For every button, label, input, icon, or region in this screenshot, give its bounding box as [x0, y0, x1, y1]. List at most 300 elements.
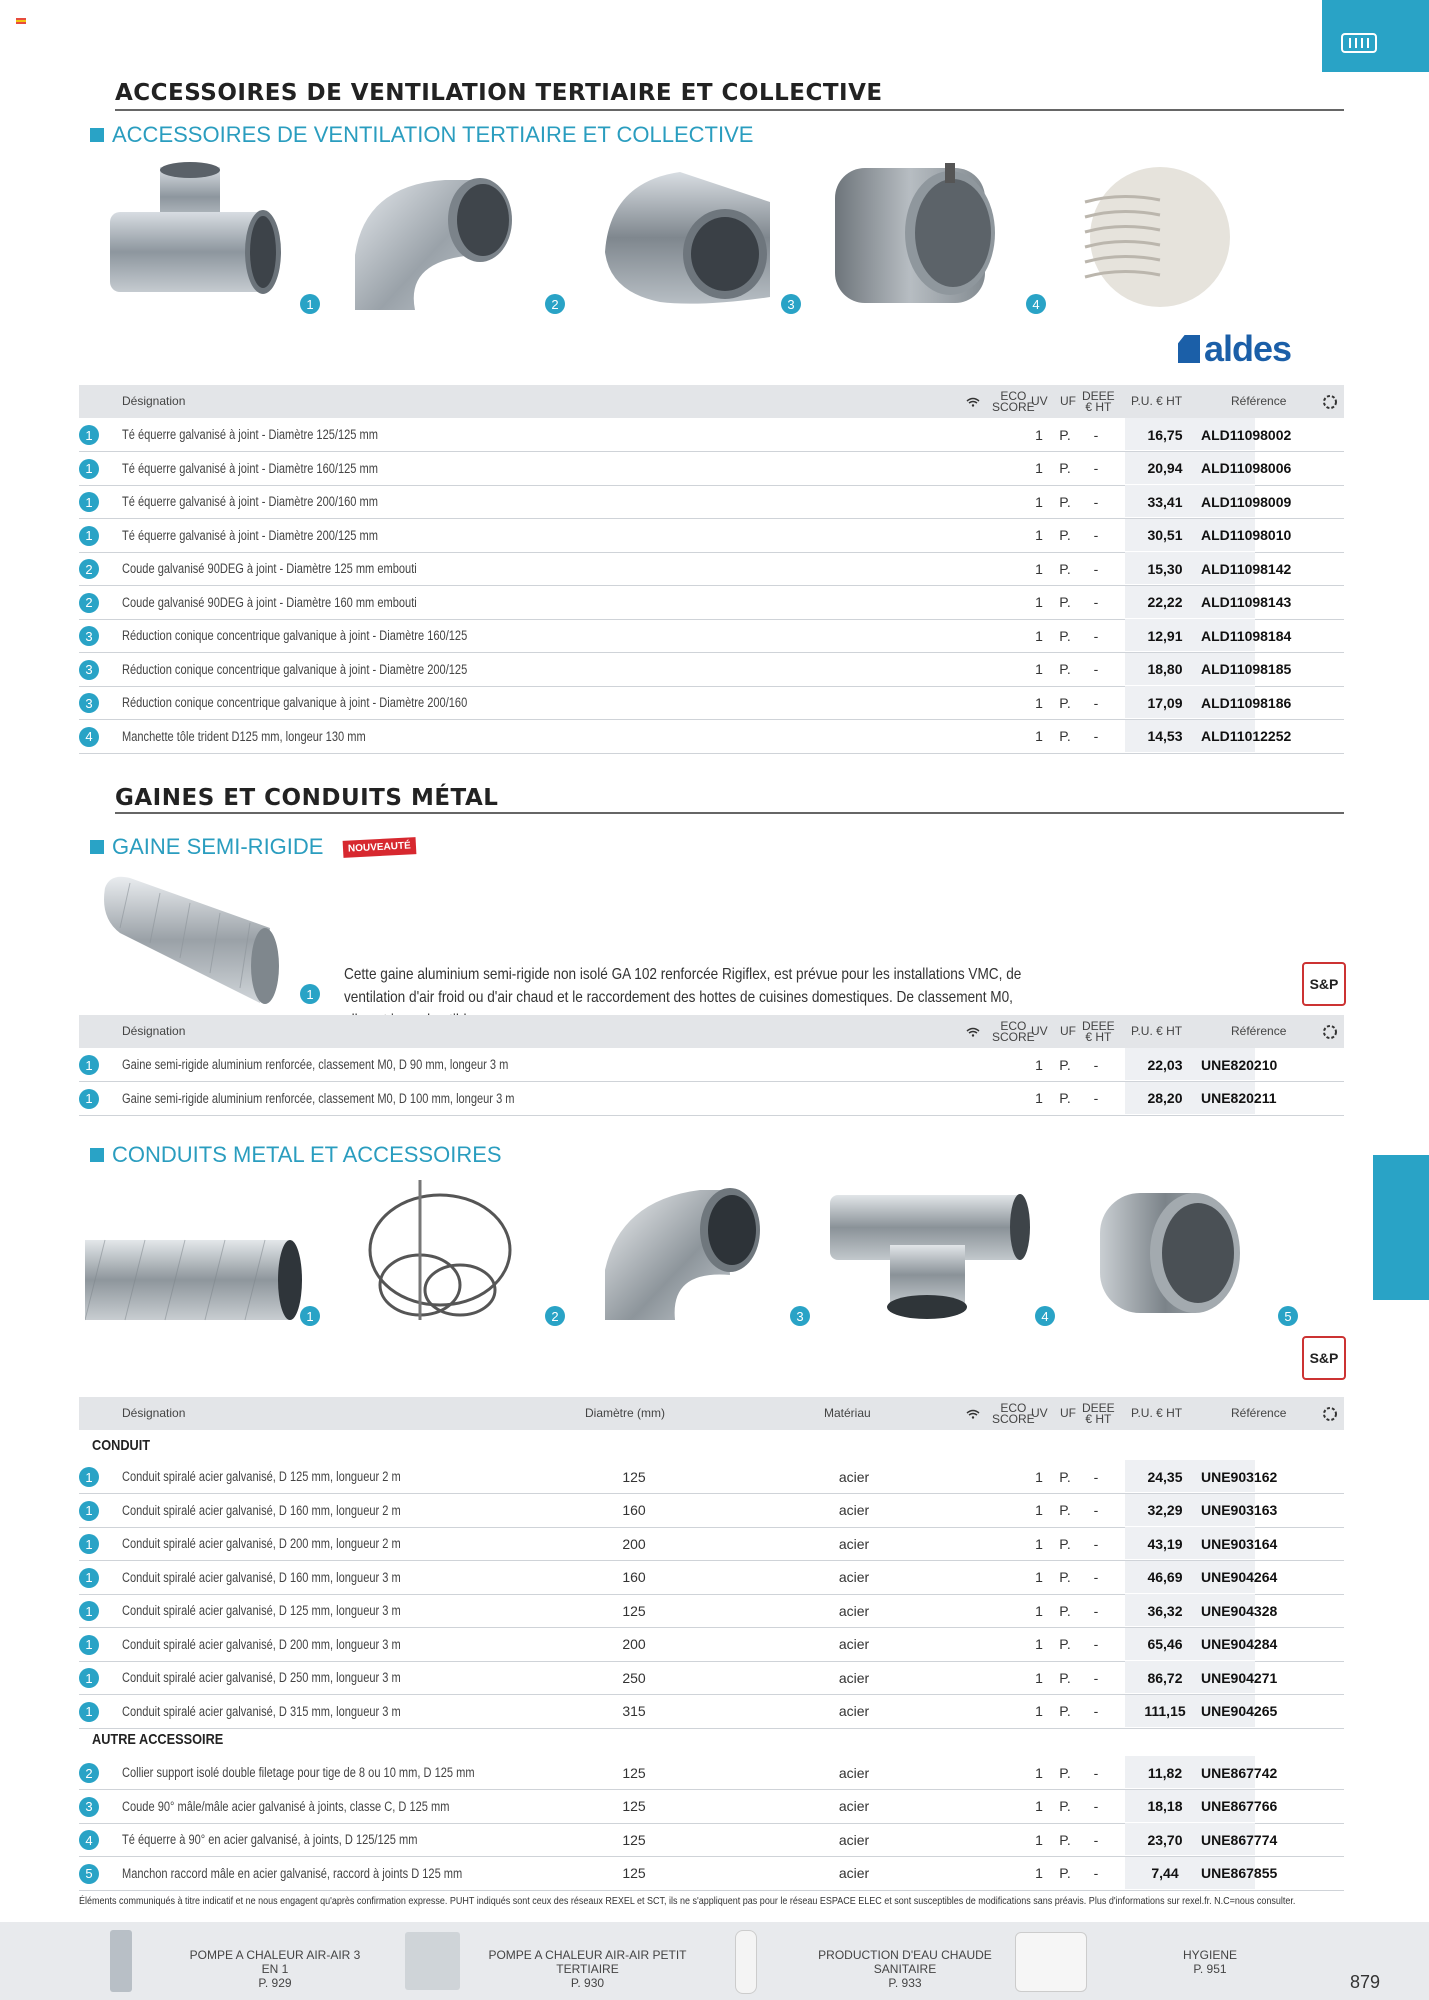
- row-uf: P.: [1059, 1602, 1071, 1619]
- row-reference[interactable]: ALD11098010: [1201, 527, 1292, 543]
- radiator-icon: [1340, 30, 1380, 56]
- image-number-badge: 5: [1278, 1306, 1298, 1326]
- image-number-badge: 4: [1035, 1306, 1055, 1326]
- related-link-page: P. 951: [1193, 1962, 1227, 1976]
- col-deee: DEEE € HT: [1082, 1018, 1115, 1044]
- row-number-badge: [79, 1702, 99, 1722]
- row-reference[interactable]: ALD11098006: [1201, 460, 1292, 476]
- row-uf: P.: [1059, 1056, 1071, 1073]
- thumb-pac-3en1[interactable]: [110, 1930, 132, 1992]
- recycle-icon: [1323, 1015, 1337, 1048]
- row-deee: -: [1093, 1798, 1099, 1814]
- row-number-badge: [79, 1467, 99, 1487]
- table-row: [79, 1823, 1344, 1857]
- row-number-badge: [79, 1830, 99, 1850]
- row-number: 3: [79, 626, 99, 646]
- row-deee: -: [1093, 594, 1099, 610]
- row-uv: 1: [1035, 1865, 1043, 1881]
- table-row: [79, 1628, 1344, 1662]
- subsection-title-conduits: [90, 1142, 502, 1168]
- table-row: [79, 1695, 1344, 1729]
- related-link-pac-tertiaire[interactable]: [480, 1948, 695, 1990]
- row-uv: 1: [1035, 728, 1043, 744]
- square-bullet-icon: [90, 128, 104, 142]
- table-row: [79, 1594, 1344, 1628]
- table-row: [79, 1048, 1344, 1082]
- row-uf: P.: [1059, 1090, 1071, 1106]
- row-uf: P.: [1059, 728, 1071, 744]
- table-row: [79, 653, 1344, 687]
- row-uf: P.: [1059, 1636, 1071, 1652]
- row-number: 1: [79, 1534, 99, 1554]
- aldes-logo: [1178, 328, 1291, 370]
- row-uf: P.: [1059, 426, 1071, 443]
- row-reference[interactable]: UNE820210: [1201, 1056, 1278, 1073]
- row-materiau: acier: [838, 1831, 870, 1848]
- row-number-badge: [79, 1501, 99, 1521]
- row-number-badge: [79, 693, 99, 713]
- row-reference[interactable]: ALD11098009: [1201, 493, 1292, 510]
- row-diametre: 160: [622, 1502, 646, 1518]
- row-uv: 1: [1035, 1703, 1043, 1719]
- row-price: 20,94: [1147, 460, 1183, 476]
- row-designation: Té équerre à 90° en acier galvanisé, à joints, D 125/125 mm: [122, 1832, 418, 1847]
- row-price: 15,30: [1147, 560, 1183, 577]
- row-designation: Coude galvanisé 90DEG à joint - Diamètre 125 mm embouti: [122, 561, 417, 576]
- row-reference[interactable]: UNE867742: [1201, 1764, 1278, 1781]
- row-number-badge: [79, 559, 99, 579]
- row-number: 3: [79, 660, 99, 680]
- row-number-badge: [79, 1534, 99, 1554]
- table-row: [79, 1460, 1344, 1494]
- row-uv: 1: [1035, 1602, 1043, 1619]
- row-uv: 1: [1035, 493, 1043, 510]
- row-materiau: acier: [838, 1569, 870, 1585]
- row-number-badge: [79, 593, 99, 613]
- thumb-hygiene[interactable]: [1015, 1932, 1087, 1992]
- subsection-label: CONDUITS METAL ET ACCESSOIRES: [112, 1142, 502, 1167]
- row-number: 4: [79, 1830, 99, 1850]
- row-uf: P.: [1059, 1703, 1071, 1719]
- row-number: 4: [79, 727, 99, 747]
- related-link-label: POMPE A CHALEUR AIR-AIR 3 EN 1: [189, 1948, 361, 1976]
- related-link-eau-chaude[interactable]: [795, 1948, 1015, 1990]
- image-number-badge: 2: [545, 1306, 565, 1326]
- row-number: 5: [79, 1864, 99, 1884]
- table-row: [79, 1661, 1344, 1695]
- row-number-badge: [79, 626, 99, 646]
- table-row: [79, 1790, 1344, 1824]
- related-link-page: P. 930: [570, 1976, 605, 1990]
- row-number: 1: [79, 1055, 99, 1075]
- row-deee: -: [1093, 661, 1099, 677]
- table-row: [79, 552, 1344, 586]
- row-number-badge: [79, 1055, 99, 1075]
- row-deee: -: [1093, 728, 1099, 744]
- row-number-badge: [79, 459, 99, 479]
- row-reference[interactable]: ALD11012252: [1201, 728, 1292, 744]
- row-diametre: 125: [622, 1602, 646, 1619]
- row-number-badge: [79, 526, 99, 546]
- thumb-eau-chaude[interactable]: [735, 1930, 757, 1994]
- row-number: 3: [79, 1797, 99, 1817]
- row-reference[interactable]: UNE820211: [1201, 1090, 1277, 1106]
- row-designation: Réduction conique concentrique galvanique à joint - Diamètre 200/125: [122, 661, 468, 677]
- row-deee: -: [1093, 1703, 1099, 1719]
- row-number-badge: [79, 1089, 99, 1109]
- row-price: 17,09: [1147, 694, 1183, 711]
- row-uf: P.: [1059, 1764, 1071, 1781]
- row-uv: 1: [1035, 527, 1043, 543]
- col-uv: UV: [1031, 1024, 1048, 1038]
- row-price: 46,69: [1147, 1569, 1183, 1585]
- row-diametre: 125: [622, 1468, 646, 1485]
- row-uv: 1: [1035, 460, 1043, 476]
- table-row: [79, 619, 1344, 653]
- row-diametre: 200: [622, 1535, 646, 1552]
- category-tab[interactable]: [1322, 0, 1429, 72]
- row-deee: -: [1093, 1569, 1099, 1585]
- subsection-label: GAINE SEMI-RIGIDE: [112, 834, 324, 859]
- row-number-badge: [79, 1864, 99, 1884]
- col-eco-score: ECO SCORE: [992, 1018, 1035, 1044]
- related-link-hygiene[interactable]: [1150, 1948, 1270, 1976]
- row-diametre: 200: [622, 1636, 646, 1652]
- table-row: [79, 452, 1344, 486]
- group-label-accessoire: AUTRE ACCESSOIRE: [92, 1731, 224, 1748]
- table-row: [79, 1857, 1344, 1891]
- wifi-icon: [966, 1015, 980, 1048]
- row-designation: Collier support isolé double filetage pour tige de 8 ou 10 mm, D 125 mm: [122, 1765, 475, 1780]
- wifi-icon: [966, 1397, 980, 1430]
- row-deee: -: [1093, 493, 1099, 510]
- row-materiau: acier: [838, 1502, 870, 1518]
- row-price: 111,15: [1144, 1703, 1186, 1719]
- row-number: 1: [79, 1601, 99, 1621]
- row-number-badge: [79, 1568, 99, 1588]
- row-diametre: 250: [622, 1669, 646, 1686]
- col-designation: Désignation: [122, 1024, 186, 1038]
- col-reference: Référence: [1231, 1406, 1287, 1420]
- row-designation: Manchon raccord mâle en acier galvanisé, raccord à joints D 125 mm: [122, 1865, 463, 1881]
- row-diametre: 125: [622, 1865, 646, 1881]
- row-materiau: acier: [838, 1602, 870, 1619]
- row-number-badge: [79, 1763, 99, 1783]
- row-designation: Conduit spiralé acier galvanisé, D 125 mm, longueur 2 m: [122, 1469, 401, 1484]
- row-price: 30,51: [1147, 527, 1183, 543]
- row-diametre: 125: [622, 1798, 646, 1814]
- new-badge: NOUVEAUTÉ: [343, 837, 417, 858]
- recycle-icon: [1323, 1397, 1337, 1430]
- row-materiau: acier: [838, 1535, 870, 1552]
- product-image-gaine: [100, 868, 285, 1008]
- flag-icon: [16, 18, 26, 25]
- row-designation: Conduit spiralé acier galvanisé, D 200 mm, longueur 3 m: [122, 1636, 401, 1652]
- row-uv: 1: [1035, 560, 1043, 577]
- row-uf: P.: [1059, 1468, 1071, 1485]
- row-deee: -: [1093, 1636, 1099, 1652]
- row-reference[interactable]: UNE904265: [1201, 1703, 1278, 1719]
- col-designation: Désignation: [122, 1406, 186, 1420]
- related-link-label: HYGIENE: [1182, 1948, 1237, 1962]
- row-reference[interactable]: UNE867774: [1201, 1831, 1278, 1848]
- square-bullet-icon: [90, 840, 104, 854]
- row-price: 7,44: [1151, 1865, 1179, 1881]
- row-deee: -: [1093, 560, 1099, 577]
- col-designation: Désignation: [122, 394, 186, 408]
- col-pu: P.U. € HT: [1131, 1406, 1183, 1420]
- row-uv: 1: [1035, 426, 1043, 443]
- col-eco-score: ECO SCORE: [992, 388, 1035, 414]
- table-row: [79, 418, 1344, 452]
- row-deee: -: [1093, 1535, 1099, 1552]
- row-designation: Réduction conique concentrique galvanique à joint - Diamètre 160/125: [122, 628, 468, 643]
- image-number-badge: 1: [300, 294, 320, 314]
- row-reference[interactable]: ALD11098002: [1201, 426, 1292, 443]
- col-uf: UF: [1060, 1406, 1076, 1420]
- product-image-te-90: [820, 1185, 1035, 1325]
- col-eco-score: ECO SCORE: [992, 1400, 1035, 1426]
- row-price: 22,03: [1147, 1056, 1183, 1073]
- row-designation: Gaine semi-rigide aluminium renforcée, classement M0, D 100 mm, longeur 3 m: [122, 1090, 515, 1106]
- row-designation: Réduction conique concentrique galvanique à joint - Diamètre 200/160: [122, 695, 468, 710]
- page-number: 879: [1350, 1972, 1381, 1992]
- table-row: [79, 686, 1344, 720]
- row-diametre: 160: [622, 1569, 646, 1585]
- table-row: [79, 1561, 1344, 1595]
- row-price: 28,20: [1147, 1090, 1183, 1106]
- row-uf: P.: [1059, 460, 1071, 476]
- row-reference[interactable]: ALD11098186: [1201, 694, 1292, 711]
- row-uf: P.: [1059, 1831, 1071, 1848]
- subsection-label: ACCESSOIRES DE VENTILATION TERTIAIRE ET COLLECTIVE: [112, 122, 754, 147]
- col-uf: UF: [1060, 1024, 1076, 1038]
- row-reference[interactable]: UNE903163: [1201, 1502, 1278, 1518]
- row-designation: Conduit spiralé acier galvanisé, D 200 mm, longueur 2 m: [122, 1536, 401, 1551]
- row-number-badge: [79, 660, 99, 680]
- image-number-badge: 1: [300, 984, 320, 1004]
- row-number: 1: [79, 1501, 99, 1521]
- row-deee: -: [1093, 1764, 1099, 1781]
- row-designation: Conduit spiralé acier galvanisé, D 160 mm, longueur 2 m: [122, 1502, 401, 1518]
- row-number-badge: [79, 727, 99, 747]
- divider: [115, 109, 1344, 111]
- thumb-pac-tertiaire[interactable]: [405, 1932, 460, 1990]
- row-uf: P.: [1059, 627, 1071, 644]
- related-link-pac-3en1[interactable]: [185, 1948, 365, 1990]
- row-reference[interactable]: ALD11098185: [1201, 661, 1292, 677]
- row-price: 43,19: [1147, 1535, 1183, 1552]
- product-image-manchon: [1090, 1178, 1250, 1328]
- row-number: 1: [79, 1467, 99, 1487]
- row-deee: -: [1093, 460, 1099, 476]
- row-uf: P.: [1059, 1569, 1071, 1585]
- row-number: 1: [79, 526, 99, 546]
- row-price: 65,46: [1147, 1636, 1183, 1652]
- row-deee: -: [1093, 1502, 1099, 1518]
- row-uv: 1: [1035, 1502, 1043, 1518]
- related-link-label: PRODUCTION D'EAU CHAUDE SANITAIRE: [818, 1948, 992, 1976]
- sp-brand-logo: S&P: [1302, 1336, 1346, 1380]
- row-reference[interactable]: UNE903162: [1201, 1468, 1278, 1485]
- row-reference[interactable]: UNE904284: [1201, 1636, 1278, 1652]
- row-number: 2: [79, 559, 99, 579]
- row-price: 22,22: [1147, 594, 1183, 610]
- row-price: 24,35: [1147, 1468, 1183, 1485]
- row-designation: Conduit spiralé acier galvanisé, D 125 mm, longueur 3 m: [122, 1603, 401, 1618]
- footnote: Éléments communiqués à titre indicatif et ne nous engagent qu'après confirmation expresse. PUHT indiqués sont ceux des réseaux REXEL et SCT, ils ne s'appliquent pas pour le réseau ESPACE ELEC et sont susceptibles de modifications sans préavis. Plus d'informations sur rexel.fr. N.C=nous consulter.: [79, 1896, 1296, 1907]
- row-materiau: acier: [838, 1669, 870, 1686]
- wifi-icon: [966, 385, 980, 418]
- row-materiau: acier: [838, 1636, 870, 1652]
- table-row: [79, 1082, 1344, 1116]
- row-reference[interactable]: ALD11098142: [1201, 560, 1292, 577]
- row-reference[interactable]: UNE903164: [1201, 1535, 1278, 1552]
- row-uv: 1: [1035, 1764, 1043, 1781]
- table-header: [79, 1397, 1344, 1430]
- table-row: [79, 1527, 1344, 1561]
- col-uf: UF: [1060, 394, 1076, 408]
- row-number-badge: [79, 1668, 99, 1688]
- row-diametre: 315: [622, 1703, 646, 1719]
- row-uf: P.: [1059, 1669, 1071, 1686]
- row-number: 1: [79, 1635, 99, 1655]
- row-reference[interactable]: UNE904264: [1201, 1569, 1278, 1585]
- row-uf: P.: [1059, 1798, 1071, 1814]
- product-image-reduction: [600, 162, 780, 312]
- row-diametre: 125: [622, 1831, 646, 1848]
- row-deee: -: [1093, 1831, 1099, 1848]
- row-designation: Conduit spiralé acier galvanisé, D 250 mm, longueur 3 m: [122, 1670, 401, 1685]
- row-designation: Conduit spiralé acier galvanisé, D 160 mm, longueur 3 m: [122, 1569, 401, 1585]
- product-image-coude-90: [600, 1175, 770, 1325]
- col-uv: UV: [1031, 1406, 1048, 1420]
- row-designation: Manchette tôle trident D125 mm, longeur 130 mm: [122, 728, 366, 744]
- image-number-badge: 3: [790, 1306, 810, 1326]
- row-reference[interactable]: UNE867766: [1201, 1798, 1278, 1814]
- row-uv: 1: [1035, 1535, 1043, 1552]
- product-description: Cette gaine aluminium semi-rigide non isolé GA 102 renforcée Rigiflex, est prévue pour les installations VMC, de ventilation d'air froid ou d'air chaud et le raccordement des hottes de cuisines domestiques. De classement M0,: [344, 966, 1022, 1006]
- product-image-manchette: [825, 158, 1015, 313]
- table-row: [79, 586, 1344, 620]
- row-deee: -: [1093, 1602, 1099, 1619]
- product-image-coude: [345, 165, 525, 315]
- row-reference[interactable]: ALD11098184: [1201, 627, 1292, 644]
- row-price: 86,72: [1147, 1669, 1183, 1686]
- product-image-grille: [1080, 162, 1230, 312]
- row-materiau: acier: [838, 1764, 870, 1781]
- row-uf: P.: [1059, 493, 1071, 510]
- aldes-wordmark: aldes: [1204, 328, 1292, 369]
- row-number: 1: [79, 1668, 99, 1688]
- aldes-logo-mark-icon: [1178, 335, 1200, 363]
- related-link-page: P. 933: [888, 1976, 922, 1990]
- row-designation: Conduit spiralé acier galvanisé, D 315 mm, longueur 3 m: [122, 1703, 401, 1719]
- row-uv: 1: [1035, 661, 1043, 677]
- row-uf: P.: [1059, 594, 1071, 610]
- image-number-badge: 3: [781, 294, 801, 314]
- row-number-badge: [79, 1635, 99, 1655]
- image-number-badge: 2: [545, 294, 565, 314]
- row-price: 16,75: [1147, 426, 1183, 443]
- row-uv: 1: [1035, 1798, 1043, 1814]
- row-deee: -: [1093, 627, 1099, 644]
- row-reference[interactable]: UNE904271: [1201, 1669, 1278, 1686]
- sp-brand-logo: S&P: [1302, 962, 1346, 1006]
- row-deee: -: [1093, 1090, 1099, 1106]
- row-designation: Té équerre galvanisé à joint - Diamètre 200/160 mm: [122, 494, 378, 509]
- row-uf: P.: [1059, 1502, 1071, 1518]
- row-deee: -: [1093, 1468, 1099, 1485]
- row-number-badge: [79, 425, 99, 445]
- row-uv: 1: [1035, 1468, 1043, 1485]
- row-number: 1: [79, 492, 99, 512]
- image-number-badge: 4: [1026, 294, 1046, 314]
- related-products-bar: [0, 1922, 1429, 2000]
- row-uv: 1: [1035, 594, 1043, 610]
- row-deee: -: [1093, 527, 1099, 543]
- row-number-badge: [79, 1601, 99, 1621]
- row-materiau: acier: [838, 1703, 870, 1719]
- recycle-icon: [1323, 385, 1337, 418]
- col-pu: P.U. € HT: [1131, 394, 1183, 408]
- table-row: [79, 1494, 1344, 1528]
- row-number: 3: [79, 693, 99, 713]
- row-uv: 1: [1035, 1090, 1043, 1106]
- row-deee: -: [1093, 1865, 1099, 1881]
- row-designation: Té équerre galvanisé à joint - Diamètre 160/125 mm: [122, 460, 378, 476]
- group-label-conduit: CONDUIT: [92, 1437, 151, 1454]
- col-reference: Référence: [1231, 394, 1287, 408]
- row-materiau: acier: [838, 1798, 870, 1814]
- row-number: 1: [79, 1089, 99, 1109]
- row-reference[interactable]: UNE867855: [1201, 1865, 1278, 1881]
- row-designation: Té équerre galvanisé à joint - Diamètre 200/125 mm: [122, 527, 378, 543]
- row-reference[interactable]: ALD11098143: [1201, 594, 1292, 610]
- row-price: 36,32: [1147, 1602, 1183, 1619]
- row-uv: 1: [1035, 1636, 1043, 1652]
- row-deee: -: [1093, 426, 1099, 443]
- image-number-badge: 1: [300, 1306, 320, 1326]
- row-price: 33,41: [1147, 493, 1183, 510]
- row-uf: P.: [1059, 1535, 1071, 1552]
- row-uv: 1: [1035, 627, 1043, 644]
- row-reference[interactable]: UNE904328: [1201, 1602, 1278, 1619]
- col-uv: UV: [1031, 394, 1048, 408]
- row-materiau: acier: [838, 1468, 870, 1485]
- col-reference: Référence: [1231, 1024, 1287, 1038]
- row-deee: -: [1093, 1056, 1099, 1073]
- row-uv: 1: [1035, 1569, 1043, 1585]
- product-image-collier: [350, 1180, 530, 1330]
- row-number: 1: [79, 425, 99, 445]
- row-number-badge: [79, 1797, 99, 1817]
- side-tab[interactable]: [1373, 1155, 1429, 1300]
- row-price: 32,29: [1147, 1502, 1183, 1518]
- row-price: 14,53: [1147, 728, 1183, 744]
- col-deee: DEEE € HT: [1082, 1400, 1115, 1426]
- row-uf: P.: [1059, 1865, 1071, 1881]
- row-designation: Coude 90° mâle/mâle acier galvanisé à joints, classe C, D 125 mm: [122, 1798, 450, 1814]
- row-uf: P.: [1059, 527, 1071, 543]
- row-price: 23,70: [1147, 1831, 1183, 1848]
- row-designation: Coude galvanisé 90DEG à joint - Diamètre 160 mm embouti: [122, 594, 417, 610]
- row-uv: 1: [1035, 694, 1043, 711]
- product-image-conduit: [85, 1235, 305, 1330]
- row-price: 11,82: [1147, 1764, 1183, 1781]
- row-deee: -: [1093, 694, 1099, 711]
- row-uf: P.: [1059, 661, 1071, 677]
